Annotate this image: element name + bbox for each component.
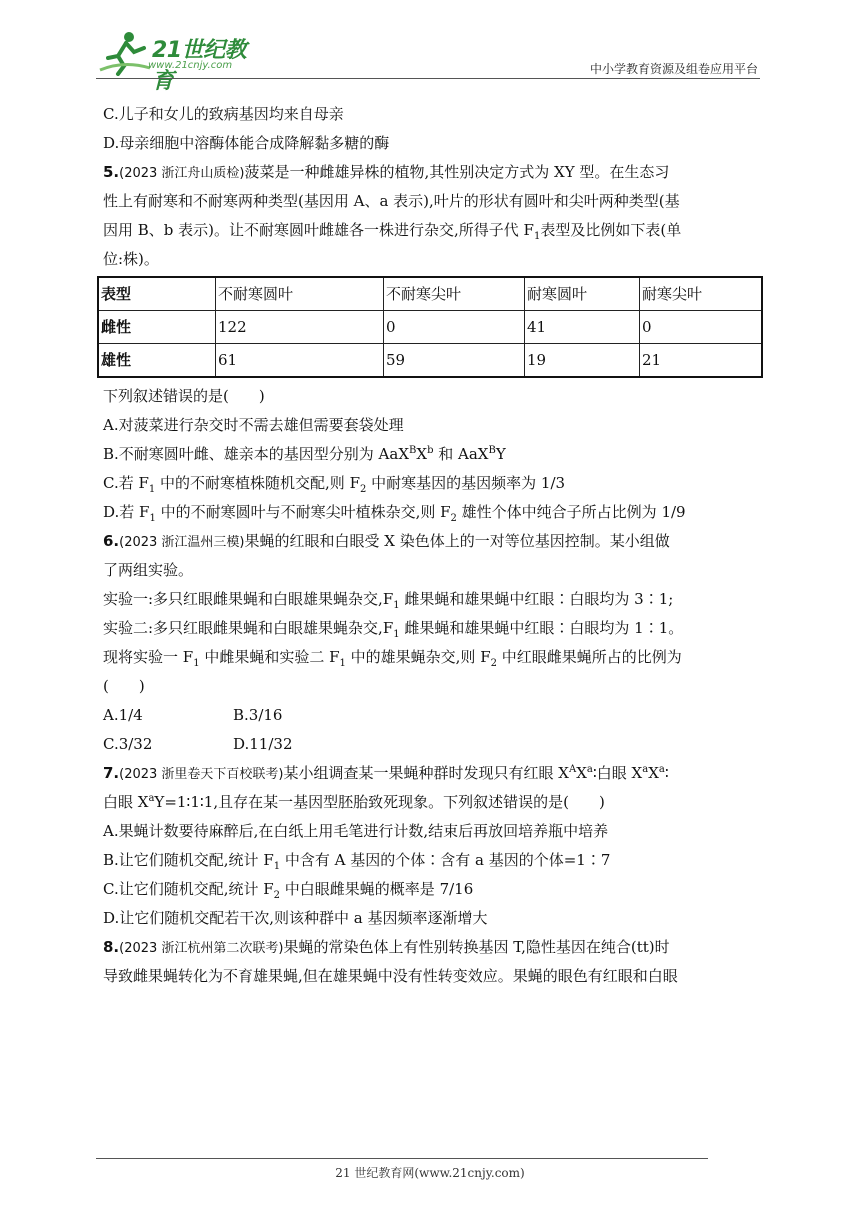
question-text: 菠菜是一种雌雄异株的植物,其性别决定方式为 XY 型。在生态习 [244,163,670,181]
f1-phenotype-table [97,276,763,378]
q4-option-c: C.儿子和女儿的致病基因均来自母亲 [103,105,344,123]
question-text: 因用 B、b 表示)。让不耐寒圆叶雌雄各一株进行杂交,所得子代 $F_1$表型及比例如下表(单 [103,221,682,242]
table-cell: 0 [384,311,525,344]
question-number: 7. [103,764,120,782]
question-text: 某小组调查某一果蝇种群时发现只有红眼 $X^AX^a∶$白眼 $X^aX^a∶$ [283,764,669,782]
option-b: B.3/16 [233,706,283,724]
logo-url: www.21cnjy.com [148,60,233,71]
answer-paren: ( ) [103,677,145,695]
option-d: D.11/32 [233,735,293,753]
question-text: 现将实验一 $F_1$ 中雌果蝇和实验二 $F_1$ 中的雄果蝇杂交,则 $F_2$ 中红眼雌果蝇所占的比例为 [103,648,682,669]
table-header-row [98,277,762,311]
option-c: C.3/32 [103,735,153,753]
option-b: B.不耐寒圆叶雌、雄亲本的基因型分别为 $AaX^BX^b$ 和 AaX$^B$Y [103,445,506,463]
table-header-cell: 不耐寒尖叶 [384,277,525,311]
table-header-cell: 不耐寒圆叶 [216,277,384,311]
question-6 [103,527,763,759]
table-row [98,344,762,378]
table-cell: 21 [640,344,763,378]
question-number: 5. [103,163,120,181]
table-header-cell: 耐寒圆叶 [525,277,640,311]
option-d: D.让它们随机交配若干次,则该种群中 a 基因频率逐渐增大 [103,909,488,927]
table-cell: 0 [640,311,763,344]
logo-text: 21世纪教育 [152,38,247,94]
header-divider [96,78,760,79]
option-c: C.若 $F_1$ 中的不耐寒植株随机交配,则 $F_2$ 中耐寒基因的基因频率为 1/3 [103,474,566,495]
runner-logo-icon [96,30,152,76]
question-content [103,100,763,991]
table-header-cell: 耐寒尖叶 [640,277,763,311]
table-cell: 122 [216,311,384,344]
experiment-1: 实验一:多只红眼雌果蝇和白眼雄果蝇杂交$,F_1$ 雌果蝇和雄果蝇中红眼∶白眼均为 3∶1; [103,590,674,611]
option-a: A.对菠菜进行杂交时不需去雄但需要套袋处理 [103,416,404,434]
question-source: (2023 浙江舟山质检) [119,166,245,181]
question-number: 8. [103,938,120,956]
question-text: 性上有耐寒和不耐寒两种类型(基因用 A、a 表示),叶片的形状有圆叶和尖叶两种类型(基 [103,192,680,210]
question-source: (2023 浙江温州三模) [119,535,245,550]
table-cell: 59 [384,344,525,378]
question-number: 6. [103,532,120,550]
platform-title: 中小学教育资源及组卷应用平台 [589,62,758,76]
question-7 [103,759,763,933]
question-source: (2023 浙江杭州第二次联考) [119,941,284,956]
table-cell: 41 [525,311,640,344]
table-row [98,311,762,344]
table-header-cell: 表型 [98,277,216,311]
experiment-2: 实验二:多只红眼雌果蝇和白眼雄果蝇杂交$,F_1$ 雌果蝇和雄果蝇中红眼∶白眼均为 1∶1。 [103,619,684,640]
footer-divider [96,1158,708,1159]
question-text: 了两组实验。 [103,561,194,579]
question-text: 果蝇的常染色体上有性别转换基因 T,隐性基因在纯合(tt)时 [283,938,670,956]
option-a: A.1/4 [103,706,143,724]
q4-option-d: D.母亲细胞中溶酶体能合成降解黏多糖的酶 [103,134,390,152]
question-text: 果蝇的红眼和白眼受 X 染色体上的一对等位基因控制。某小组做 [244,532,670,550]
option-c: C.让它们随机交配,统计 $F_2$ 中白眼雌果蝇的概率是 7/16 [103,880,474,901]
table-cell: 61 [216,344,384,378]
page-header [96,30,760,94]
site-logo[interactable] [96,30,266,94]
option-d: D.若 $F_1$ 中的不耐寒圆叶与不耐寒尖叶植株杂交,则 $F_2$ 雄性个体中纯合子所占比例为 1/9 [103,503,686,524]
table-cell: 雌性 [98,311,216,344]
question-stem: 下列叙述错误的是( ) [103,387,265,405]
question-source: (2023 浙里卷天下百校联考) [119,767,284,782]
question-text: 白眼 $X^aY=1∶1∶1$,且存在某一基因型胚胎致死现象。下列叙述错误的是( ) [103,793,605,811]
option-a: A.果蝇计数要待麻醉后,在白纸上用毛笔进行计数,结束后再放回培养瓶中培养 [103,822,609,840]
question-text: 导致雌果蝇转化为不育雄果蝇,但在雄果蝇中没有性转变效应。果蝇的眼色有红眼和白眼 [103,967,678,985]
table-cell: 19 [525,344,640,378]
page-footer[interactable]: 21 世纪教育网(www.21cnjy.com) [335,1166,525,1180]
question-8 [103,933,763,991]
question-text: 位:株)。 [103,250,159,268]
option-b: B.让它们随机交配,统计 $F_1$ 中含有 A 基因的个体∶含有 a 基因的个体=1∶7 [103,851,611,872]
table-cell: 雄性 [98,344,216,378]
question-5 [103,158,763,527]
